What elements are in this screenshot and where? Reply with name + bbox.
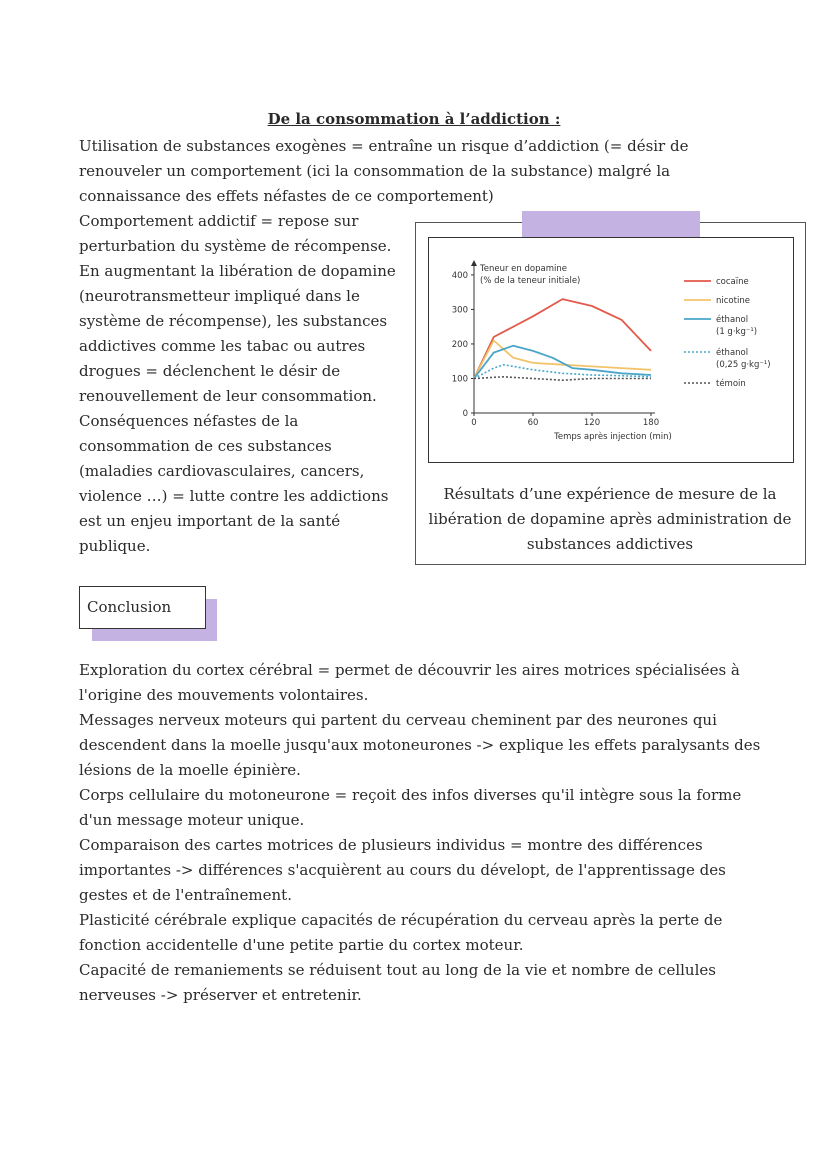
legend-label: nicotine (716, 296, 750, 306)
conclusion-paragraph (79, 658, 759, 1008)
text-line: Conséquences néfastes de la (79, 412, 299, 430)
text-line: Messages nerveux moteurs qui partent du cerveau cheminent par des neurones qui (79, 711, 717, 729)
section-title: De la consommation à l’addiction : (267, 110, 561, 128)
y-tick-label: 300 (451, 305, 468, 316)
text-line: En augmentant la libération de dopamine (79, 262, 396, 280)
text-line: (maladies cardiovasculaires, cancers, (79, 462, 365, 480)
text-line: consommation de ces substances (79, 437, 332, 455)
text-line: Plasticité cérébrale explique capacités de récupération du cerveau après la perte de (79, 911, 723, 929)
text-line: d'un message moteur unique. (79, 811, 305, 829)
chart-legend (684, 277, 771, 389)
legend-label: cocaïne (716, 277, 749, 287)
text-line: l'origine des mouvements volontaires. (79, 686, 369, 704)
x-tick-label: 180 (642, 418, 660, 428)
intro-line: renouveler un comportement (ici la consommation de la substance) malgré la (79, 162, 671, 180)
text-line: (neurotransmetteur impliqué dans le (79, 287, 360, 305)
chart-series (474, 299, 651, 380)
intro-line: connaissance des effets néfastes de ce comportement) (79, 187, 494, 205)
y-tick-label: 0 (462, 409, 468, 419)
intro-paragraph (79, 134, 719, 209)
text-line: violence …) = lutte contre les addictions (79, 487, 389, 505)
text-line: descendent dans la moelle jusqu'aux motoneurones -> explique les effets paralysants des (79, 736, 761, 754)
text-line: fonction accidentelle d'une petite partie du cortex moteur. (79, 936, 524, 954)
conclusion-heading: Conclusion (79, 586, 206, 629)
addiction-explanation (79, 209, 409, 559)
text-line: lésions de la moelle épinière. (79, 761, 301, 779)
legend-label: témoin (716, 379, 746, 389)
y-axis-label: Teneur en dopamine (480, 264, 567, 274)
text-line: addictives comme les tabac ou autres (79, 337, 366, 355)
text-line: importantes -> différences s'acquièrent au cours du dévelopt, de l'apprentissage des (79, 861, 726, 879)
figure-caption (420, 482, 800, 557)
legend-unit: (0,25 g·kg⁻¹) (716, 360, 771, 370)
text-line: drogues = déclenchent le désir de (79, 362, 341, 380)
text-line: nerveuses -> préserver et entretenir. (79, 986, 362, 1004)
y-axis-arrow (471, 260, 477, 266)
dopamine-chart-frame (428, 237, 794, 463)
text-line: Comportement addictif = repose sur (79, 212, 359, 230)
series-line-4 (474, 377, 651, 380)
text-line: perturbation du système de récompense. (79, 237, 392, 255)
text-line: Comparaison des cartes motrices de plusieurs individus = montre des différences (79, 836, 703, 854)
intro-line: Utilisation de substances exogènes = entraîne un risque d’addiction (= désir de (79, 137, 689, 155)
legend-label: éthanol (716, 315, 749, 325)
y-axis-label-unit: (% de la teneur initiale) (480, 276, 581, 286)
series-line-0 (474, 299, 651, 378)
dopamine-chart (429, 238, 792, 461)
caption-line: Résultats d’une expérience de mesure de la (443, 485, 777, 503)
y-tick-label: 200 (451, 339, 468, 350)
x-tick-label: 120 (583, 418, 601, 428)
caption-line: substances addictives (526, 535, 694, 553)
caption-line: libération de dopamine après administration de (428, 510, 792, 528)
series-line-3 (474, 365, 651, 379)
text-line: système de récompense), les substances (79, 312, 388, 330)
y-tick-label: 100 (451, 374, 468, 385)
text-line: Corps cellulaire du motoneurone = reçoit des infos diverses qu'il intègre sous la forme (79, 786, 742, 804)
x-axis-label: Temps après injection (min) (554, 432, 672, 442)
text-line: est un enjeu important de la santé (79, 512, 341, 530)
text-line: gestes et de l'entraînement. (79, 886, 292, 904)
text-line: Exploration du cortex cérébral = permet de découvrir les aires motrices spécialisées à (79, 661, 740, 679)
y-tick-label: 400 (451, 270, 468, 281)
text-line: renouvellement de leur consommation. (79, 387, 377, 405)
legend-label: éthanol (716, 348, 749, 358)
x-tick-label: 0 (471, 418, 477, 428)
x-tick-label: 60 (527, 418, 539, 428)
text-line: Capacité de remaniements se réduisent tout au long de la vie et nombre de cellules (79, 961, 716, 979)
text-line: publique. (79, 537, 151, 555)
legend-unit: (1 g·kg⁻¹) (716, 327, 758, 337)
chart-axes (452, 260, 672, 442)
